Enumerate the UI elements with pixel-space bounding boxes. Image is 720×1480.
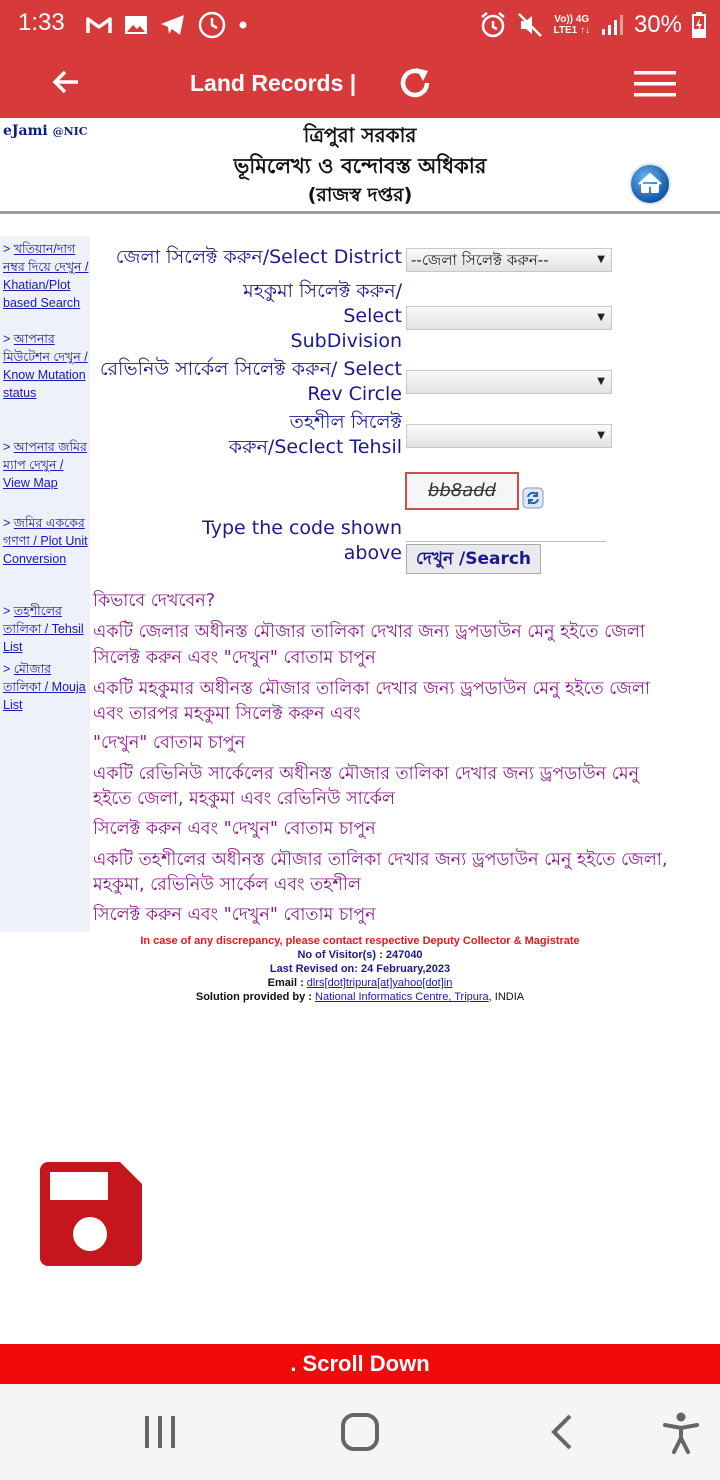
telegram-icon bbox=[160, 14, 186, 36]
sidebar-bullet: > bbox=[3, 604, 14, 618]
visitor-count: No of Visitor(s) : 247040 bbox=[297, 949, 423, 961]
instruction-line: সিলেক্ট করুন এবং "দেখুন" বোতাম চাপুন bbox=[93, 648, 376, 668]
header-line-3: (রাজস্ব দপ্তর) bbox=[307, 184, 413, 206]
status-bar bbox=[0, 0, 720, 50]
district-label: জেলা সিলেক্ট করুন/Select District bbox=[115, 246, 402, 268]
sidebar-item-plot-unit-conversion[interactable] bbox=[3, 514, 89, 568]
status-right bbox=[479, 8, 706, 42]
notification-icons bbox=[86, 10, 248, 40]
signal-icon bbox=[600, 13, 624, 37]
recent-apps-icon[interactable] bbox=[142, 1412, 178, 1452]
sidebar-bullet: > bbox=[3, 332, 14, 346]
sidebar-bullet: > bbox=[3, 242, 14, 256]
brand-suffix: @NIC bbox=[52, 125, 88, 138]
header-line-2: ভূমিলেখ্য ও বন্দোবস্ত অধিকার bbox=[233, 154, 487, 178]
instruction-line: সিলেক্ট করুন এবং "দেখুন" বোতাম চাপুন bbox=[93, 905, 376, 925]
instruction-line: "দেখুন" বোতাম চাপুন bbox=[93, 733, 246, 753]
solution-suffix: , INDIA bbox=[488, 991, 525, 1003]
sidebar-item-label: তহশীলের তালিকা / Tehsil List bbox=[3, 604, 84, 654]
sidebar-item-view-map[interactable] bbox=[3, 438, 89, 492]
subdivision-select[interactable] bbox=[406, 306, 612, 330]
tehsil-label: তহশীল সিলেক্ট করুন/Seclect Tehsil bbox=[228, 411, 402, 458]
dropdown-arrow-icon: ▼ bbox=[597, 376, 605, 387]
sidebar-bullet: > bbox=[3, 516, 14, 530]
dropdown-arrow-icon: ▼ bbox=[597, 254, 605, 265]
instruction-line: একটি তহশীলের অধীনস্ত মৌজার তালিকা দেখার জন্য ড্রপডাউন মেনু হইতে জেলা, bbox=[93, 850, 668, 870]
solution-line bbox=[0, 991, 720, 1003]
battery-percent: 30% bbox=[633, 11, 682, 38]
back-button-icon[interactable] bbox=[546, 1412, 576, 1452]
sidebar-item-mouja-list[interactable] bbox=[3, 660, 89, 714]
revcircle-select[interactable] bbox=[406, 370, 612, 394]
instruction-line: সিলেক্ট করুন এবং "দেখুন" বোতাম চাপুন bbox=[93, 819, 376, 839]
search-button[interactable]: দেখুন /Search bbox=[406, 544, 541, 574]
sidebar-item-label: আপনার মিউটেশন দেখুন / Know Mutation status bbox=[3, 332, 88, 400]
sidebar-item-tehsil-list[interactable] bbox=[3, 602, 89, 656]
gmail-icon bbox=[86, 15, 112, 35]
solution-label: Solution provided by : bbox=[195, 991, 316, 1003]
dot-icon bbox=[238, 20, 248, 30]
instruction-line: হইতে জেলা, মহকুমা এবং রেভিনিউ সার্কেল bbox=[93, 789, 396, 809]
instructions-heading: কিভাবে দেখবেন? bbox=[93, 591, 215, 611]
system-nav-bar bbox=[0, 1384, 720, 1480]
sidebar-item-label: আপনার জমির ম্যাপ দেখুন / View Map bbox=[3, 440, 87, 490]
code-label: Type the code shown above bbox=[202, 517, 402, 564]
hamburger-menu-icon[interactable] bbox=[634, 70, 676, 98]
clock-icon bbox=[198, 11, 226, 39]
email-line bbox=[0, 977, 720, 989]
captcha-code-input[interactable] bbox=[406, 517, 606, 542]
refresh-icon[interactable] bbox=[396, 64, 434, 102]
captcha-refresh-icon[interactable] bbox=[522, 487, 544, 509]
instruction-line: একটি মহকুমার অধীনস্ত মৌজার তালিকা দেখার জন্য ড্রপডাউন মেনু হইতে জেলা bbox=[93, 679, 651, 699]
alarm-icon bbox=[479, 11, 507, 39]
network-bottom: LTE1 ↑↓ bbox=[553, 25, 590, 36]
sidebar-bullet: > bbox=[3, 440, 14, 454]
sidebar-bullet: > bbox=[3, 662, 14, 676]
dropdown-arrow-icon: ▼ bbox=[597, 430, 605, 441]
sidebar-item-label: খতিয়ান/দাগ নম্বর দিয়ে দেখুন / Khatian/Plot based Search bbox=[3, 242, 89, 310]
instruction-line: একটি রেভিনিউ সার্কেলের অধীনস্ত মৌজার তালিকা দেখার জন্য ড্রপডাউন মেনু bbox=[93, 764, 640, 784]
mute-icon bbox=[517, 12, 543, 38]
header-line-1: ত্রিপুরা সরকার bbox=[303, 123, 417, 147]
app-title: Land Records | bbox=[190, 70, 357, 96]
sidebar bbox=[0, 236, 90, 932]
instruction-line: মহকুমা, রেভিনিউ সার্কেল এবং তহশীল bbox=[93, 875, 361, 895]
home-icon[interactable] bbox=[628, 162, 672, 206]
email-label: Email : bbox=[267, 977, 307, 989]
back-arrow-icon[interactable] bbox=[50, 66, 82, 98]
home-button-icon[interactable] bbox=[340, 1412, 380, 1452]
captcha-image: bb8add bbox=[405, 472, 519, 510]
sidebar-item-mutation-status[interactable] bbox=[3, 330, 89, 402]
email-link[interactable]: dlrs[dot]tripura[at]yahoo[dot]in bbox=[306, 977, 453, 989]
app-bar bbox=[0, 50, 720, 118]
save-icon[interactable] bbox=[36, 1160, 144, 1268]
gallery-icon bbox=[124, 14, 148, 36]
district-select-value: --জেলা সিলেক্ট করুন-- bbox=[411, 251, 549, 269]
network-indicator bbox=[553, 14, 589, 36]
subdivision-label: মহকুমা সিলেক্ট করুন/ Select SubDivision bbox=[243, 280, 402, 352]
instruction-line: একটি জেলার অধীনস্ত মৌজার তালিকা দেখার জন্য ড্রপডাউন মেনু হইতে জেলা bbox=[93, 622, 645, 642]
battery-charging-icon bbox=[692, 12, 706, 38]
network-top: Vo)) 4G bbox=[554, 14, 590, 25]
sidebar-item-khatian-search[interactable] bbox=[3, 240, 89, 312]
sidebar-item-label: মৌজার তালিকা / Mouja List bbox=[3, 662, 86, 712]
status-time: 1:33 bbox=[18, 9, 65, 36]
header-divider bbox=[0, 211, 720, 214]
brand-name: eJami bbox=[3, 123, 48, 139]
scroll-down-bar[interactable]: . Scroll Down bbox=[0, 1344, 720, 1384]
instruction-line: এবং তারপর মহকুমা সিলেক্ট করুন এবং bbox=[93, 704, 361, 724]
discrepancy-note: In case of any discrepancy, please contact respective Deputy Collector & Magistrate bbox=[140, 935, 580, 947]
revcircle-label: রেভিনিউ সার্কেল সিলেক্ট করুন/ Select Rev Circle bbox=[99, 358, 402, 405]
last-revised: Last Revised on: 24 February,2023 bbox=[269, 963, 451, 975]
nic-link[interactable]: National Informatics Centre, Tripura bbox=[315, 991, 489, 1003]
tehsil-select[interactable] bbox=[406, 424, 612, 448]
district-select[interactable] bbox=[406, 248, 612, 272]
sidebar-item-label: জমির এককের গণণা / Plot Unit Conversion bbox=[3, 516, 88, 566]
dropdown-arrow-icon: ▼ bbox=[597, 312, 605, 323]
accessibility-icon[interactable] bbox=[662, 1412, 700, 1454]
